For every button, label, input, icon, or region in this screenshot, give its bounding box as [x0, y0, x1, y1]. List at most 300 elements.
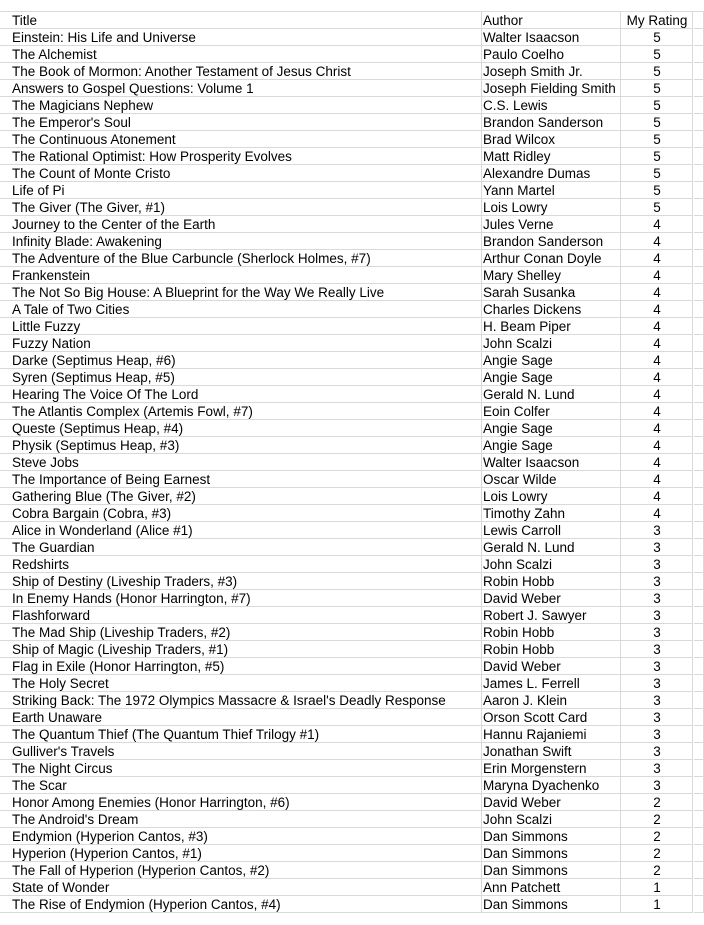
- empty-cell[interactable]: [694, 301, 704, 318]
- book-title-cell[interactable]: [0, 505, 482, 522]
- table-row: [0, 624, 704, 641]
- book-author-cell[interactable]: [481, 505, 621, 522]
- book-title-cell[interactable]: [0, 454, 482, 471]
- empty-cell[interactable]: [694, 267, 704, 284]
- empty-cell[interactable]: [694, 896, 704, 913]
- book-title: Flag in Exile (Honor Harrington, #5): [12, 659, 225, 674]
- book-rating-cell[interactable]: [620, 692, 693, 709]
- book-rating-cell[interactable]: [620, 471, 693, 488]
- book-author: Eoin Colfer: [483, 404, 550, 419]
- book-author-cell[interactable]: [481, 573, 621, 590]
- book-rating: 5: [653, 98, 661, 113]
- book-title-cell[interactable]: [0, 658, 482, 675]
- book-rating-cell[interactable]: [620, 454, 693, 471]
- book-author-cell[interactable]: [481, 97, 621, 114]
- book-rating-cell[interactable]: [620, 182, 693, 199]
- book-rating-cell[interactable]: [620, 573, 693, 590]
- book-title: Redshirts: [12, 557, 70, 572]
- book-rating-cell[interactable]: [620, 879, 693, 896]
- empty-cell[interactable]: [694, 760, 704, 777]
- book-title-cell[interactable]: [0, 420, 482, 437]
- book-author-cell[interactable]: [481, 80, 621, 97]
- book-rating: 3: [653, 659, 661, 674]
- book-author-cell[interactable]: [481, 845, 621, 862]
- book-rating: 4: [653, 387, 661, 402]
- book-rating: 4: [653, 285, 661, 300]
- book-title: Answers to Gospel Questions: Volume 1: [12, 81, 254, 96]
- book-author-cell[interactable]: [481, 148, 621, 165]
- book-rating-cell[interactable]: [620, 896, 693, 913]
- book-rating-cell[interactable]: [620, 267, 693, 284]
- book-rating-cell[interactable]: [620, 539, 693, 556]
- book-rating-cell[interactable]: [620, 97, 693, 114]
- book-title: The Adventure of the Blue Carbuncle (Sherlock Holmes, #7): [12, 251, 371, 266]
- book-title: Journey to the Center of the Earth: [12, 217, 216, 232]
- book-author-cell[interactable]: [481, 522, 621, 539]
- book-rating-cell[interactable]: [620, 760, 693, 777]
- book-title: The Scar: [12, 778, 67, 793]
- book-title-cell[interactable]: [0, 862, 482, 879]
- book-author-cell[interactable]: [481, 284, 621, 301]
- table-row: [0, 114, 704, 131]
- book-title: Infinity Blade: Awakening: [12, 234, 162, 249]
- book-author-cell[interactable]: [481, 318, 621, 335]
- book-title-cell[interactable]: [0, 267, 482, 284]
- book-author-cell[interactable]: [481, 386, 621, 403]
- book-author: John Scalzi: [483, 557, 553, 572]
- empty-cell[interactable]: [694, 12, 704, 29]
- book-title-cell[interactable]: [0, 522, 482, 539]
- empty-cell[interactable]: [694, 607, 704, 624]
- book-author: Lois Lowry: [483, 489, 548, 504]
- empty-cell[interactable]: [694, 675, 704, 692]
- empty-cell[interactable]: [694, 726, 704, 743]
- book-rating-cell[interactable]: [620, 658, 693, 675]
- book-title-cell[interactable]: [0, 335, 482, 352]
- book-author-cell[interactable]: [481, 862, 621, 879]
- book-title-cell[interactable]: [0, 182, 482, 199]
- book-author-cell[interactable]: [481, 301, 621, 318]
- book-rating: 4: [653, 234, 661, 249]
- book-author-cell[interactable]: [481, 641, 621, 658]
- empty-cell[interactable]: [694, 505, 704, 522]
- empty-cell[interactable]: [694, 335, 704, 352]
- book-title-cell[interactable]: [0, 573, 482, 590]
- book-author-cell[interactable]: [481, 794, 621, 811]
- book-title-cell[interactable]: [0, 403, 482, 420]
- book-rating-cell[interactable]: [620, 403, 693, 420]
- book-rating-cell[interactable]: [620, 505, 693, 522]
- book-title-cell[interactable]: [0, 216, 482, 233]
- book-author-cell[interactable]: [481, 539, 621, 556]
- book-author: Mary Shelley: [483, 268, 562, 283]
- book-title-cell[interactable]: [0, 233, 482, 250]
- book-title-cell[interactable]: [0, 556, 482, 573]
- book-rating-cell[interactable]: [620, 63, 693, 80]
- book-rating-cell[interactable]: [620, 199, 693, 216]
- book-author-cell[interactable]: [481, 828, 621, 845]
- book-author-cell[interactable]: [481, 165, 621, 182]
- table-row: [0, 641, 704, 658]
- book-rating-cell[interactable]: [620, 794, 693, 811]
- book-title: The Importance of Being Earnest: [12, 472, 211, 487]
- book-author: Angie Sage: [483, 438, 553, 453]
- book-author-cell[interactable]: [481, 556, 621, 573]
- empty-cell[interactable]: [694, 471, 704, 488]
- book-title-cell[interactable]: [0, 709, 482, 726]
- book-author-cell[interactable]: [481, 896, 621, 913]
- table-row: [0, 607, 704, 624]
- empty-cell[interactable]: [694, 182, 704, 199]
- book-rating-cell[interactable]: [620, 845, 693, 862]
- table-row: [0, 471, 704, 488]
- book-rating: 4: [653, 404, 661, 419]
- book-title-cell[interactable]: [0, 165, 482, 182]
- book-author-cell[interactable]: [481, 777, 621, 794]
- book-author-cell[interactable]: [481, 46, 621, 63]
- table-row: [0, 505, 704, 522]
- book-author-cell[interactable]: [481, 624, 621, 641]
- empty-cell[interactable]: [694, 97, 704, 114]
- empty-cell[interactable]: [694, 29, 704, 46]
- book-title: The Fall of Hyperion (Hyperion Cantos, #2): [12, 863, 270, 878]
- book-rating: 3: [653, 761, 661, 776]
- empty-cell[interactable]: [694, 488, 704, 505]
- book-author-cell[interactable]: [481, 29, 621, 46]
- empty-cell[interactable]: [694, 284, 704, 301]
- book-rating: 1: [653, 897, 661, 912]
- book-author-cell[interactable]: [481, 63, 621, 80]
- empty-cell[interactable]: [694, 862, 704, 879]
- book-title-cell[interactable]: [0, 301, 482, 318]
- table-row: [0, 403, 704, 420]
- book-author-cell[interactable]: [481, 879, 621, 896]
- table-row: [0, 709, 704, 726]
- book-title: The Not So Big House: A Blueprint for the Way We Really Live: [12, 285, 385, 300]
- book-author: Maryna Dyachenko: [483, 778, 600, 793]
- empty-cell[interactable]: [694, 250, 704, 267]
- book-rating: 3: [653, 625, 661, 640]
- book-rating-cell[interactable]: [620, 148, 693, 165]
- book-title-cell[interactable]: [0, 352, 482, 369]
- empty-cell[interactable]: [694, 709, 704, 726]
- empty-cell[interactable]: [694, 777, 704, 794]
- book-author-cell[interactable]: [481, 250, 621, 267]
- book-author-cell[interactable]: [481, 607, 621, 624]
- book-title-cell[interactable]: [0, 437, 482, 454]
- rating-header-cell[interactable]: [620, 12, 693, 29]
- empty-cell[interactable]: [694, 743, 704, 760]
- empty-cell[interactable]: [694, 811, 704, 828]
- title-header: Title: [12, 13, 38, 28]
- book-title-cell[interactable]: [0, 97, 482, 114]
- empty-cell[interactable]: [694, 641, 704, 658]
- book-rating-cell[interactable]: [620, 556, 693, 573]
- book-author-cell[interactable]: [481, 454, 621, 471]
- book-rating-cell[interactable]: [620, 369, 693, 386]
- book-title-cell[interactable]: [0, 692, 482, 709]
- book-rating: 4: [653, 455, 661, 470]
- book-rating: 4: [653, 251, 661, 266]
- book-author-cell[interactable]: [481, 726, 621, 743]
- book-title-cell[interactable]: [0, 726, 482, 743]
- book-rating-cell[interactable]: [620, 46, 693, 63]
- book-author: Angie Sage: [483, 353, 553, 368]
- book-title-cell[interactable]: [0, 386, 482, 403]
- book-title-cell[interactable]: [0, 811, 482, 828]
- book-title-cell[interactable]: [0, 318, 482, 335]
- book-title-cell[interactable]: [0, 794, 482, 811]
- grid-top-border: [0, 11, 704, 12]
- book-rating-cell[interactable]: [620, 352, 693, 369]
- book-rating-cell[interactable]: [620, 233, 693, 250]
- book-title: The Atlantis Complex (Artemis Fowl, #7): [12, 404, 253, 419]
- empty-cell[interactable]: [694, 658, 704, 675]
- empty-cell[interactable]: [694, 114, 704, 131]
- empty-cell[interactable]: [694, 454, 704, 471]
- book-rating-cell[interactable]: [620, 590, 693, 607]
- empty-cell[interactable]: [694, 794, 704, 811]
- book-title-cell[interactable]: [0, 828, 482, 845]
- book-rating-cell[interactable]: [620, 522, 693, 539]
- book-title-cell[interactable]: [0, 63, 482, 80]
- book-rating-cell[interactable]: [620, 743, 693, 760]
- book-rating: 3: [653, 523, 661, 538]
- table-row: [0, 369, 704, 386]
- book-title: Earth Unaware: [12, 710, 103, 725]
- book-author-cell[interactable]: [481, 352, 621, 369]
- book-title: Flashforward: [12, 608, 91, 623]
- book-rating-cell[interactable]: [620, 811, 693, 828]
- book-title: Life of Pi: [12, 183, 65, 198]
- book-rating-cell[interactable]: [620, 80, 693, 97]
- book-title: The Android's Dream: [12, 812, 139, 827]
- table-row: [0, 539, 704, 556]
- book-title: Ship of Destiny (Liveship Traders, #3): [12, 574, 238, 589]
- book-rating: 5: [653, 166, 661, 181]
- empty-cell[interactable]: [694, 369, 704, 386]
- empty-cell[interactable]: [694, 80, 704, 97]
- book-title: Gulliver's Travels: [12, 744, 115, 759]
- book-title: The Guardian: [12, 540, 95, 555]
- book-author-cell[interactable]: [481, 420, 621, 437]
- empty-cell[interactable]: [694, 148, 704, 165]
- book-title-cell[interactable]: [0, 760, 482, 777]
- empty-cell[interactable]: [694, 63, 704, 80]
- book-rating: 5: [653, 81, 661, 96]
- book-title-cell[interactable]: [0, 250, 482, 267]
- book-title: Syren (Septimus Heap, #5): [12, 370, 175, 385]
- book-title-cell[interactable]: [0, 879, 482, 896]
- empty-cell[interactable]: [694, 692, 704, 709]
- book-title-cell[interactable]: [0, 539, 482, 556]
- book-rating-cell[interactable]: [620, 216, 693, 233]
- empty-cell[interactable]: [694, 539, 704, 556]
- book-author: C.S. Lewis: [483, 98, 548, 113]
- book-author-cell[interactable]: [481, 233, 621, 250]
- book-title-cell[interactable]: [0, 675, 482, 692]
- book-title: Hearing The Voice Of The Lord: [12, 387, 199, 402]
- book-rating-cell[interactable]: [620, 386, 693, 403]
- book-rating: 5: [653, 115, 661, 130]
- empty-cell[interactable]: [694, 573, 704, 590]
- book-rating-cell[interactable]: [620, 641, 693, 658]
- book-author: Charles Dickens: [483, 302, 582, 317]
- book-author-cell[interactable]: [481, 811, 621, 828]
- book-title-cell[interactable]: [0, 641, 482, 658]
- table-row: [0, 131, 704, 148]
- book-author-cell[interactable]: [481, 267, 621, 284]
- table-row: [0, 233, 704, 250]
- book-rating-cell[interactable]: [620, 318, 693, 335]
- book-author: Gerald N. Lund: [483, 387, 575, 402]
- empty-cell[interactable]: [694, 879, 704, 896]
- table-row: [0, 845, 704, 862]
- book-title-cell[interactable]: [0, 488, 482, 505]
- book-rating-cell[interactable]: [620, 777, 693, 794]
- book-author: Ann Patchett: [483, 880, 561, 895]
- book-author-cell[interactable]: [481, 216, 621, 233]
- empty-cell[interactable]: [694, 216, 704, 233]
- empty-cell[interactable]: [694, 233, 704, 250]
- empty-cell[interactable]: [694, 590, 704, 607]
- book-rating-cell[interactable]: [620, 607, 693, 624]
- book-title-cell[interactable]: [0, 369, 482, 386]
- book-author-cell[interactable]: [481, 114, 621, 131]
- empty-cell[interactable]: [694, 199, 704, 216]
- table-row: [0, 420, 704, 437]
- book-title-cell[interactable]: [0, 624, 482, 641]
- book-rating-cell[interactable]: [620, 862, 693, 879]
- book-title-cell[interactable]: [0, 131, 482, 148]
- book-author-cell[interactable]: [481, 335, 621, 352]
- book-title: The Rise of Endymion (Hyperion Cantos, #4): [12, 897, 281, 912]
- empty-cell[interactable]: [694, 386, 704, 403]
- book-author-cell[interactable]: [481, 709, 621, 726]
- title-header-cell[interactable]: [0, 12, 482, 29]
- book-rating: 3: [653, 608, 661, 623]
- book-rating: 4: [653, 353, 661, 368]
- book-rating-cell[interactable]: [620, 301, 693, 318]
- empty-cell[interactable]: [694, 165, 704, 182]
- book-title-cell[interactable]: [0, 607, 482, 624]
- table-row: [0, 760, 704, 777]
- author-header-cell[interactable]: [481, 12, 621, 29]
- book-rating-cell[interactable]: [620, 29, 693, 46]
- table-row: [0, 862, 704, 879]
- empty-cell[interactable]: [694, 46, 704, 63]
- book-rating: 4: [653, 217, 661, 232]
- book-author-cell[interactable]: [481, 692, 621, 709]
- book-title: The Quantum Thief (The Quantum Thief Trilogy #1): [12, 727, 320, 742]
- table-row: [0, 556, 704, 573]
- book-author: Hannu Rajaniemi: [483, 727, 587, 742]
- book-title: Endymion (Hyperion Cantos, #3): [12, 829, 208, 844]
- book-rating-cell[interactable]: [620, 437, 693, 454]
- book-author-cell[interactable]: [481, 658, 621, 675]
- empty-cell[interactable]: [694, 522, 704, 539]
- book-rating: 3: [653, 710, 661, 725]
- book-title-cell[interactable]: [0, 743, 482, 760]
- book-author: Paulo Coelho: [483, 47, 565, 62]
- book-title-cell[interactable]: [0, 199, 482, 216]
- book-title-cell[interactable]: [0, 114, 482, 131]
- empty-cell[interactable]: [694, 845, 704, 862]
- book-rating-cell[interactable]: [620, 488, 693, 505]
- book-title: Little Fuzzy: [12, 319, 81, 334]
- book-author-cell[interactable]: [481, 199, 621, 216]
- book-rating: 2: [653, 863, 661, 878]
- book-author-cell[interactable]: [481, 182, 621, 199]
- book-rating-cell[interactable]: [620, 726, 693, 743]
- book-title-cell[interactable]: [0, 148, 482, 165]
- book-author: H. Beam Piper: [483, 319, 571, 334]
- table-row: [0, 743, 704, 760]
- book-author-cell[interactable]: [481, 471, 621, 488]
- book-rating-cell[interactable]: [620, 624, 693, 641]
- empty-cell[interactable]: [694, 131, 704, 148]
- book-rating-cell[interactable]: [620, 709, 693, 726]
- empty-cell[interactable]: [694, 624, 704, 641]
- book-rating-cell[interactable]: [620, 828, 693, 845]
- book-title-cell[interactable]: [0, 471, 482, 488]
- empty-cell[interactable]: [694, 318, 704, 335]
- book-rating-cell[interactable]: [620, 284, 693, 301]
- empty-cell[interactable]: [694, 420, 704, 437]
- book-author-cell[interactable]: [481, 760, 621, 777]
- book-author-cell[interactable]: [481, 131, 621, 148]
- book-rating-cell[interactable]: [620, 335, 693, 352]
- book-title-cell[interactable]: [0, 845, 482, 862]
- empty-cell[interactable]: [694, 828, 704, 845]
- empty-cell[interactable]: [694, 403, 704, 420]
- book-title-cell[interactable]: [0, 590, 482, 607]
- empty-cell[interactable]: [694, 437, 704, 454]
- book-rating-cell[interactable]: [620, 114, 693, 131]
- book-author-cell[interactable]: [481, 369, 621, 386]
- book-title-cell[interactable]: [0, 284, 482, 301]
- empty-cell[interactable]: [694, 352, 704, 369]
- book-title-cell[interactable]: [0, 896, 482, 913]
- book-title-cell[interactable]: [0, 777, 482, 794]
- book-title: The Book of Mormon: Another Testament of Jesus Christ: [12, 64, 351, 79]
- book-title-cell[interactable]: [0, 80, 482, 97]
- book-author-cell[interactable]: [481, 743, 621, 760]
- book-author-cell[interactable]: [481, 675, 621, 692]
- book-rating-cell[interactable]: [620, 131, 693, 148]
- book-rating-cell[interactable]: [620, 420, 693, 437]
- empty-cell[interactable]: [694, 556, 704, 573]
- book-author-cell[interactable]: [481, 437, 621, 454]
- book-rating-cell[interactable]: [620, 675, 693, 692]
- book-rating: 4: [653, 506, 661, 521]
- book-title: Hyperion (Hyperion Cantos, #1): [12, 846, 202, 861]
- book-rating-cell[interactable]: [620, 165, 693, 182]
- book-author: Gerald N. Lund: [483, 540, 575, 555]
- book-title-cell[interactable]: [0, 46, 482, 63]
- book-title-cell[interactable]: [0, 29, 482, 46]
- book-rating: 3: [653, 540, 661, 555]
- book-author-cell[interactable]: [481, 488, 621, 505]
- book-author-cell[interactable]: [481, 590, 621, 607]
- book-title: Cobra Bargain (Cobra, #3): [12, 506, 172, 521]
- book-author: David Weber: [483, 795, 561, 810]
- book-author-cell[interactable]: [481, 403, 621, 420]
- book-title: A Tale of Two Cities: [12, 302, 130, 317]
- book-author: Lois Lowry: [483, 200, 548, 215]
- book-author: David Weber: [483, 659, 561, 674]
- book-rating-cell[interactable]: [620, 250, 693, 267]
